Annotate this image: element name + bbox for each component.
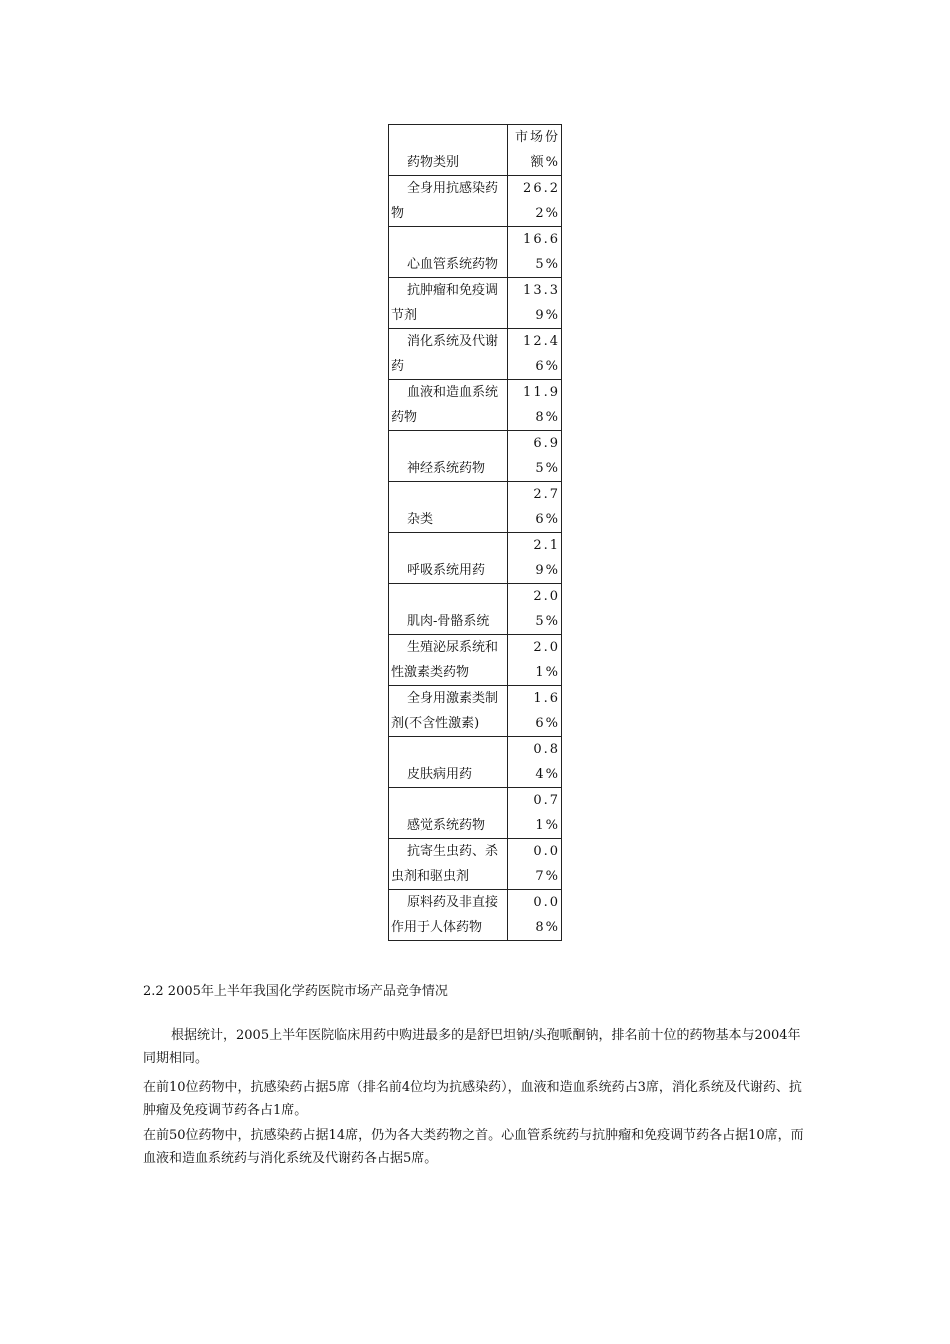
share-value: 0.84% xyxy=(533,742,560,782)
share-value: 13.39% xyxy=(523,283,560,323)
share-cell xyxy=(508,737,562,788)
paragraph-1: 根据统计，2005上半年医院临床用药中购进最多的是舒巴坦钠/头孢哌酮钠，排名前十位的药物基本与2004年同期相同。 xyxy=(143,1028,801,1066)
table-row xyxy=(389,584,562,635)
share-cell xyxy=(508,533,562,584)
share-value: 2.05% xyxy=(533,589,560,629)
header-share-cell xyxy=(508,125,562,176)
table-row xyxy=(389,737,562,788)
table-body xyxy=(389,125,562,941)
category-label: 抗肿瘤和免疫调节剂 xyxy=(391,283,499,323)
table-row xyxy=(389,890,562,941)
share-value: 1.66% xyxy=(533,691,560,731)
category-label: 感觉系统药物 xyxy=(407,818,486,833)
category-label: 全身用激素类制剂(不含性激素) xyxy=(391,691,499,731)
table-row xyxy=(389,329,562,380)
table-header-row xyxy=(389,125,562,176)
category-label: 抗寄生虫药、杀虫剂和驱虫剂 xyxy=(391,844,499,884)
share-value: 12.46% xyxy=(523,334,560,374)
share-value: 0.08% xyxy=(533,895,560,935)
category-cell xyxy=(389,839,508,890)
category-label: 肌肉-骨骼系统 xyxy=(407,614,490,629)
share-value: 6.95% xyxy=(533,436,560,476)
category-cell xyxy=(389,584,508,635)
category-cell xyxy=(389,737,508,788)
category-cell xyxy=(389,635,508,686)
share-cell xyxy=(508,227,562,278)
share-cell xyxy=(508,176,562,227)
category-label: 生殖泌尿系统和性激素类药物 xyxy=(391,640,499,680)
header-category-label: 药物类别 xyxy=(407,155,460,170)
table-row xyxy=(389,278,562,329)
category-label: 杂类 xyxy=(407,512,434,527)
share-value: 2.76% xyxy=(533,487,560,527)
section-heading: 2.2 2005年上半年我国化学药医院市场产品竞争情况 xyxy=(143,984,448,999)
category-cell xyxy=(389,890,508,941)
share-value: 0.07% xyxy=(533,844,560,884)
share-value: 0.71% xyxy=(533,793,560,833)
share-cell xyxy=(508,482,562,533)
category-cell xyxy=(389,533,508,584)
category-label: 皮肤病用药 xyxy=(407,767,473,782)
share-value: 16.65% xyxy=(523,232,560,272)
share-cell xyxy=(508,788,562,839)
share-value: 11.98% xyxy=(523,385,560,425)
category-label: 消化系统及代谢药 xyxy=(391,334,499,374)
category-cell xyxy=(389,482,508,533)
category-cell xyxy=(389,431,508,482)
share-cell xyxy=(508,380,562,431)
table-row xyxy=(389,788,562,839)
table-row xyxy=(389,227,562,278)
share-cell xyxy=(508,839,562,890)
paragraph-2: 在前10位药物中，抗感染药占据5席（排名前4位均为抗感染药），血液和造血系统药占3席，消化系统及代谢药、抗肿瘤及免疫调节药各占1席。 xyxy=(143,1080,802,1118)
category-cell xyxy=(389,176,508,227)
share-cell xyxy=(508,584,562,635)
market-share-table xyxy=(388,124,562,941)
share-value: 26.22% xyxy=(523,181,560,221)
table-row xyxy=(389,482,562,533)
category-cell xyxy=(389,788,508,839)
header-category-cell xyxy=(389,125,508,176)
share-cell xyxy=(508,686,562,737)
table-row xyxy=(389,431,562,482)
category-label: 血液和造血系统药物 xyxy=(391,385,499,425)
share-cell xyxy=(508,431,562,482)
category-label: 神经系统药物 xyxy=(407,461,486,476)
category-cell xyxy=(389,380,508,431)
share-cell xyxy=(508,635,562,686)
category-label: 原料药及非直接作用于人体药物 xyxy=(391,895,499,935)
paragraph-3: 在前50位药物中，抗感染药占据14席，仍为各大类药物之首。心血管系统药与抗肿瘤和免疫调节药各占据10席，而血液和造血系统药与消化系统及代谢药各占据5席。 xyxy=(143,1128,804,1166)
table-row xyxy=(389,533,562,584)
share-cell xyxy=(508,278,562,329)
share-cell xyxy=(508,890,562,941)
category-label: 心血管系统药物 xyxy=(407,257,499,272)
table-row xyxy=(389,176,562,227)
category-cell xyxy=(389,686,508,737)
share-value: 2.19% xyxy=(533,538,560,578)
share-cell xyxy=(508,329,562,380)
category-cell xyxy=(389,227,508,278)
table-row xyxy=(389,635,562,686)
category-label: 呼吸系统用药 xyxy=(407,563,486,578)
table-row xyxy=(389,380,562,431)
share-value: 2.01% xyxy=(533,640,560,680)
category-cell xyxy=(389,329,508,380)
header-share-label: 市场份额% xyxy=(514,130,560,170)
category-cell xyxy=(389,278,508,329)
table-row xyxy=(389,686,562,737)
table-row xyxy=(389,839,562,890)
category-label: 全身用抗感染药物 xyxy=(391,181,499,221)
